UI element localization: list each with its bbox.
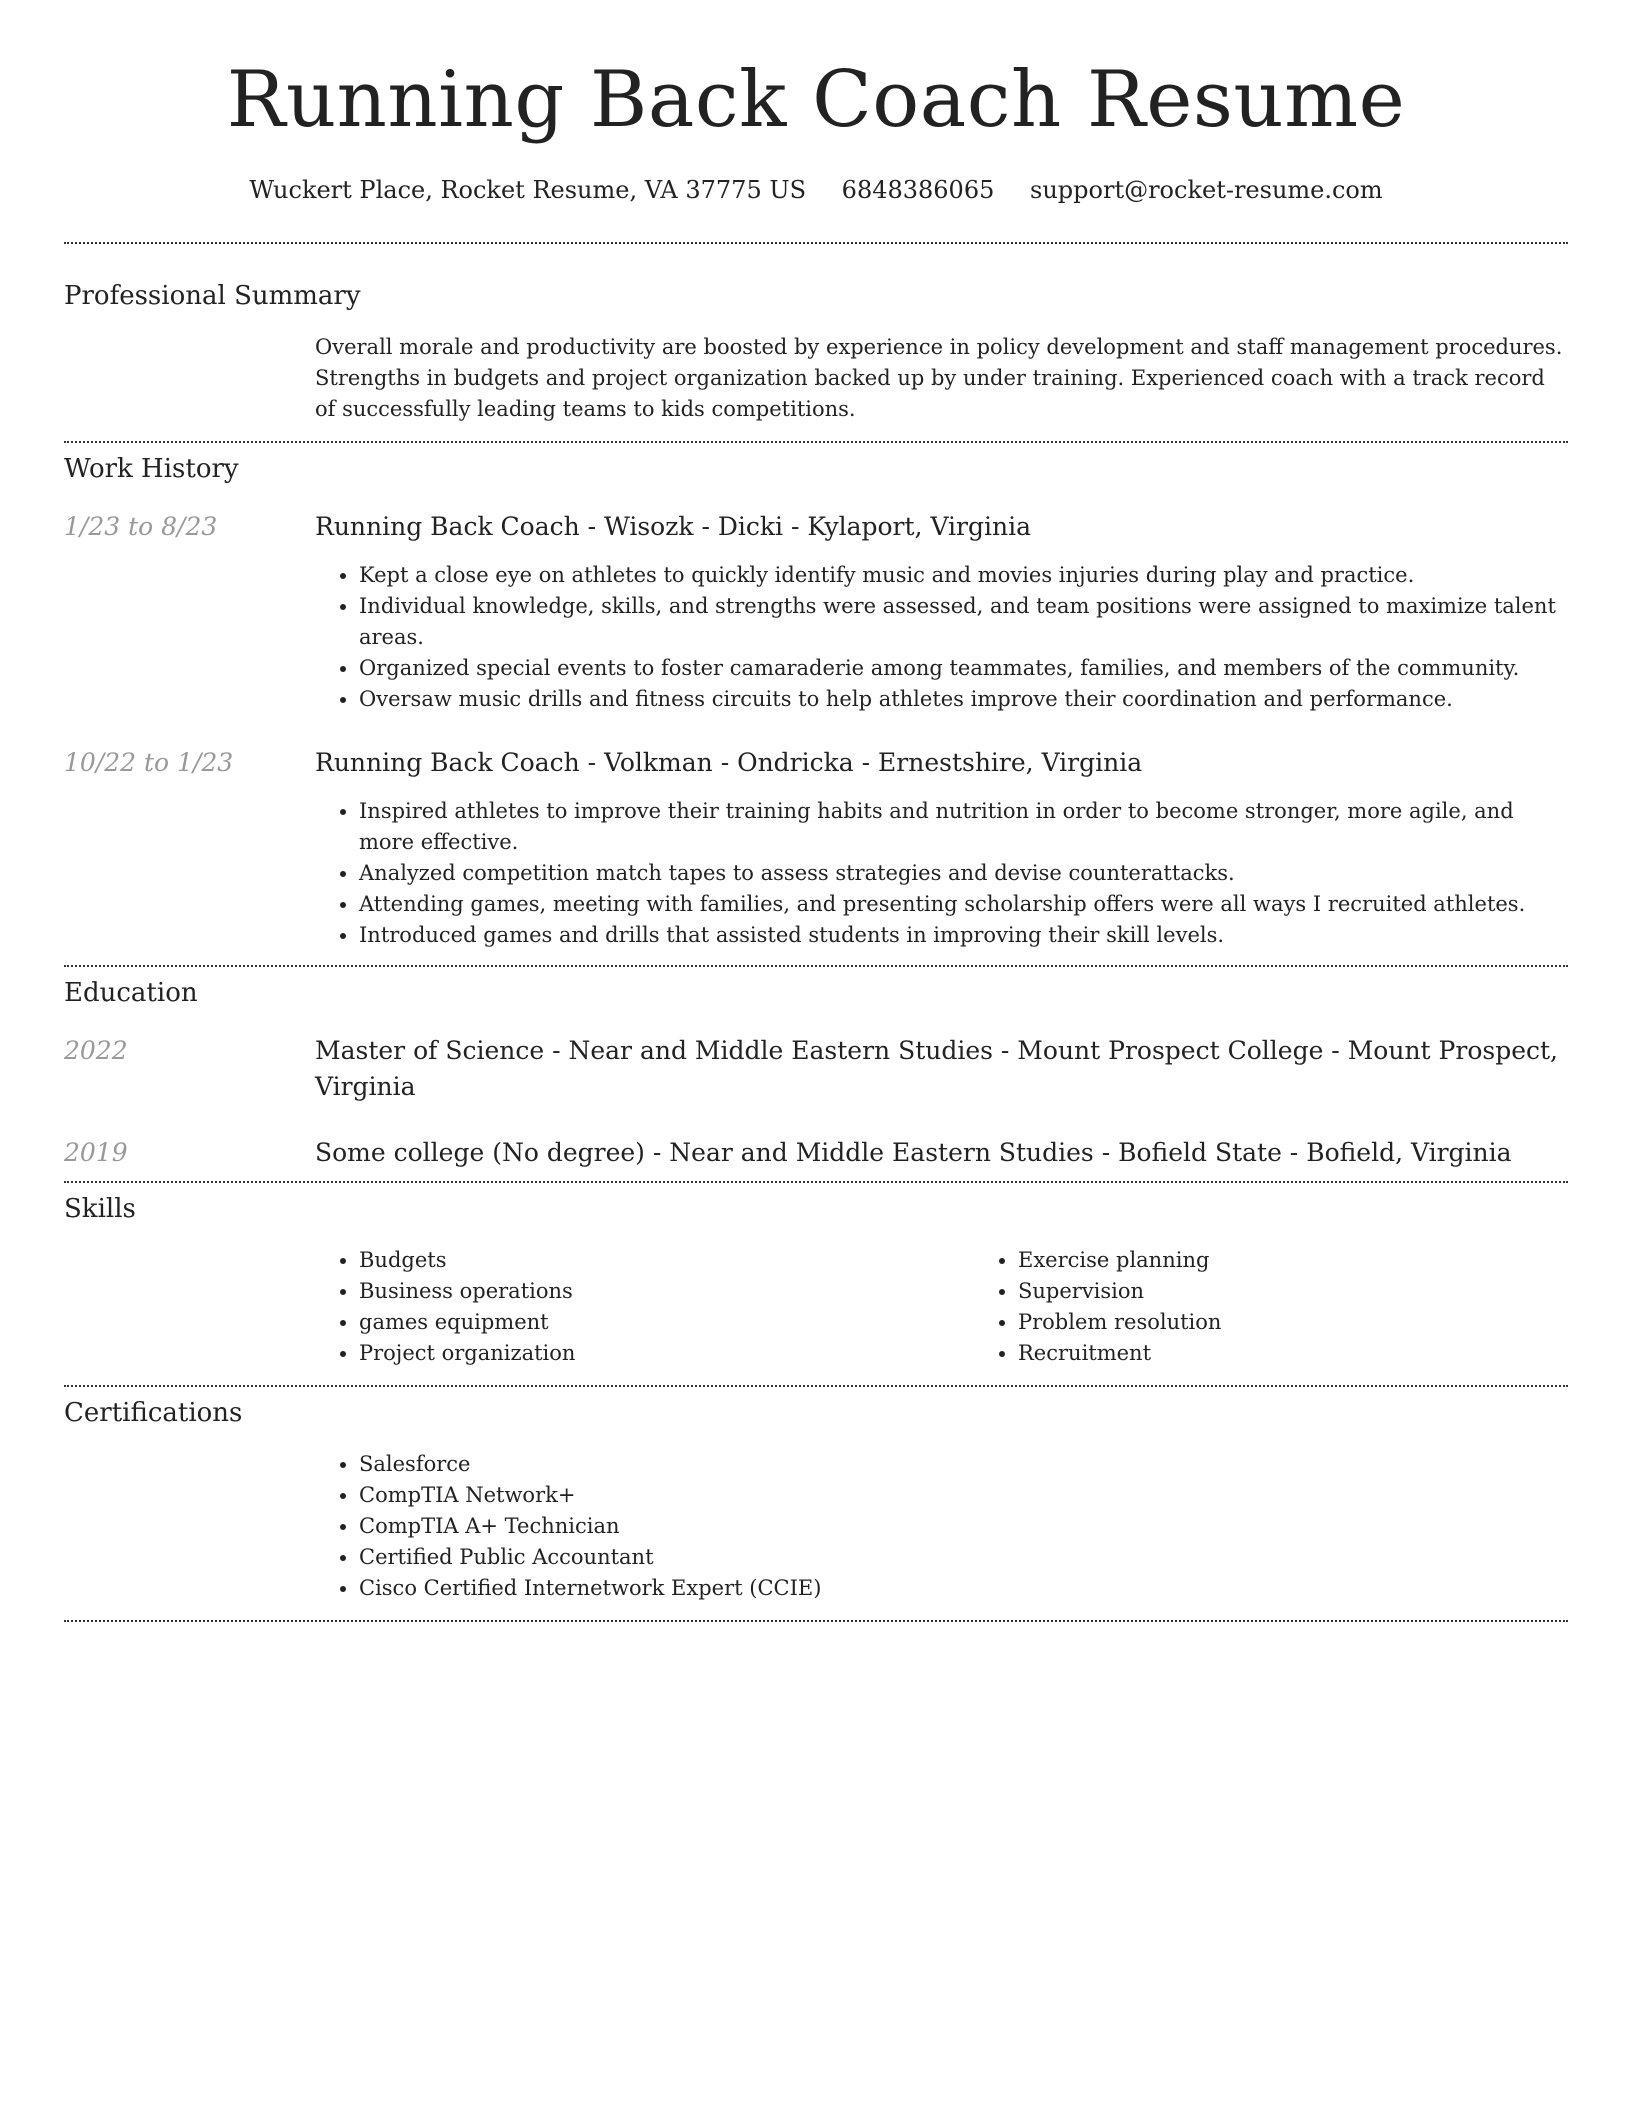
contact-email: support@rocket-resume.com (1030, 176, 1383, 204)
education-title (315, 1135, 1568, 1171)
education-entry (64, 1135, 1568, 1171)
job-title: Running Back Coach - Wisozk - Dicki - Kylaport, Virginia (315, 512, 1032, 541)
list-item: • Certified Public Accountant (359, 1542, 1568, 1573)
education-school: - Bofield State - Bofield, Virginia (1093, 1138, 1512, 1167)
skills-section (64, 1183, 1568, 1385)
certifications-heading: Certifications (64, 1398, 243, 1428)
summary-section (64, 244, 1568, 441)
education-year: 2022 (64, 1036, 128, 1065)
list-item: • Supervision (1018, 1276, 1632, 1307)
education-entry (64, 1033, 1568, 1105)
job-entry (64, 745, 1568, 951)
education-degree: Master of Science - Near and Middle Eastern Studies (315, 1036, 993, 1065)
summary-text: Overall morale and productivity are boosted by experience in policy development and staff management procedures. Strengths in budgets and project organization backed up by under training. Experienced coach with a track record of successfully leading teams to kids competitions. (315, 335, 1563, 421)
contact-line (64, 172, 1568, 208)
education-year: 2019 (64, 1138, 128, 1167)
certifications-section (64, 1387, 1568, 1620)
skills-column-1 (315, 1245, 974, 1369)
list-item: • Attending games, meeting with families, and presenting scholarship offers were all ways I recruited athletes. (359, 889, 1568, 920)
list-item: • CompTIA A+ Technician (359, 1511, 1568, 1542)
skills-grid (315, 1245, 1568, 1369)
education-title (315, 1033, 1568, 1105)
list-item: • Kept a close eye on athletes to quickly identify music and movies injuries during play and practice. (359, 560, 1568, 591)
job-bullets (315, 796, 1568, 951)
work-history-section (64, 443, 1568, 965)
skills-heading: Skills (64, 1194, 136, 1224)
list-item: • Business operations (359, 1276, 974, 1307)
list-item: • Cisco Certified Internetwork Expert (CCIE) (359, 1573, 1568, 1604)
list-item: • Analyzed competition match tapes to assess strategies and devise counterattacks. (359, 858, 1568, 889)
list-item: • games equipment (359, 1307, 974, 1338)
education-degree: Some college (No degree) - Near and Middle Eastern Studies (315, 1138, 1094, 1167)
list-item: • Recruitment (1018, 1338, 1632, 1369)
job-dates: 10/22 to 1/23 (64, 748, 234, 777)
job-dates: 1/23 to 8/23 (64, 512, 218, 541)
list-item: • Budgets (359, 1245, 974, 1276)
list-item: • Project organization (359, 1338, 974, 1369)
resume-title: Running Back Coach Resume (226, 55, 1406, 145)
education-section (64, 967, 1568, 1181)
education-heading: Education (64, 978, 198, 1008)
list-item: • Oversaw music drills and fitness circuits to help athletes improve their coordination and performance. (359, 684, 1568, 715)
education-school: - Mount Prospect College - Mount Prospect, Virginia (315, 1036, 1558, 1101)
list-item: • Organized special events to foster camaraderie among teammates, families, and members of the community. (359, 653, 1568, 684)
list-item: • Problem resolution (1018, 1307, 1632, 1338)
list-item: • Inspired athletes to improve their training habits and nutrition in order to become stronger, more agile, and more effective. (359, 796, 1568, 858)
list-item: • Salesforce (359, 1449, 1568, 1480)
divider (64, 1620, 1568, 1622)
summary-heading: Professional Summary (64, 281, 361, 311)
job-entry (64, 509, 1568, 715)
job-bullets (315, 560, 1568, 715)
list-item: • Individual knowledge, skills, and strengths were assessed, and team positions were assigned to maximize talent areas. (359, 591, 1568, 653)
job-title: Running Back Coach - Volkman - Ondricka - Ernestshire, Virginia (315, 748, 1143, 777)
list-item: • Exercise planning (1018, 1245, 1632, 1276)
work-history-heading: Work History (64, 454, 239, 484)
certifications-list (315, 1449, 1568, 1604)
list-item: • Introduced games and drills that assisted students in improving their skill levels. (359, 920, 1568, 951)
contact-address: Wuckert Place, Rocket Resume, VA 37775 US (249, 176, 807, 204)
contact-phone: 6848386065 (841, 176, 995, 204)
skills-column-2 (974, 1245, 1632, 1369)
list-item: • CompTIA Network+ (359, 1480, 1568, 1511)
